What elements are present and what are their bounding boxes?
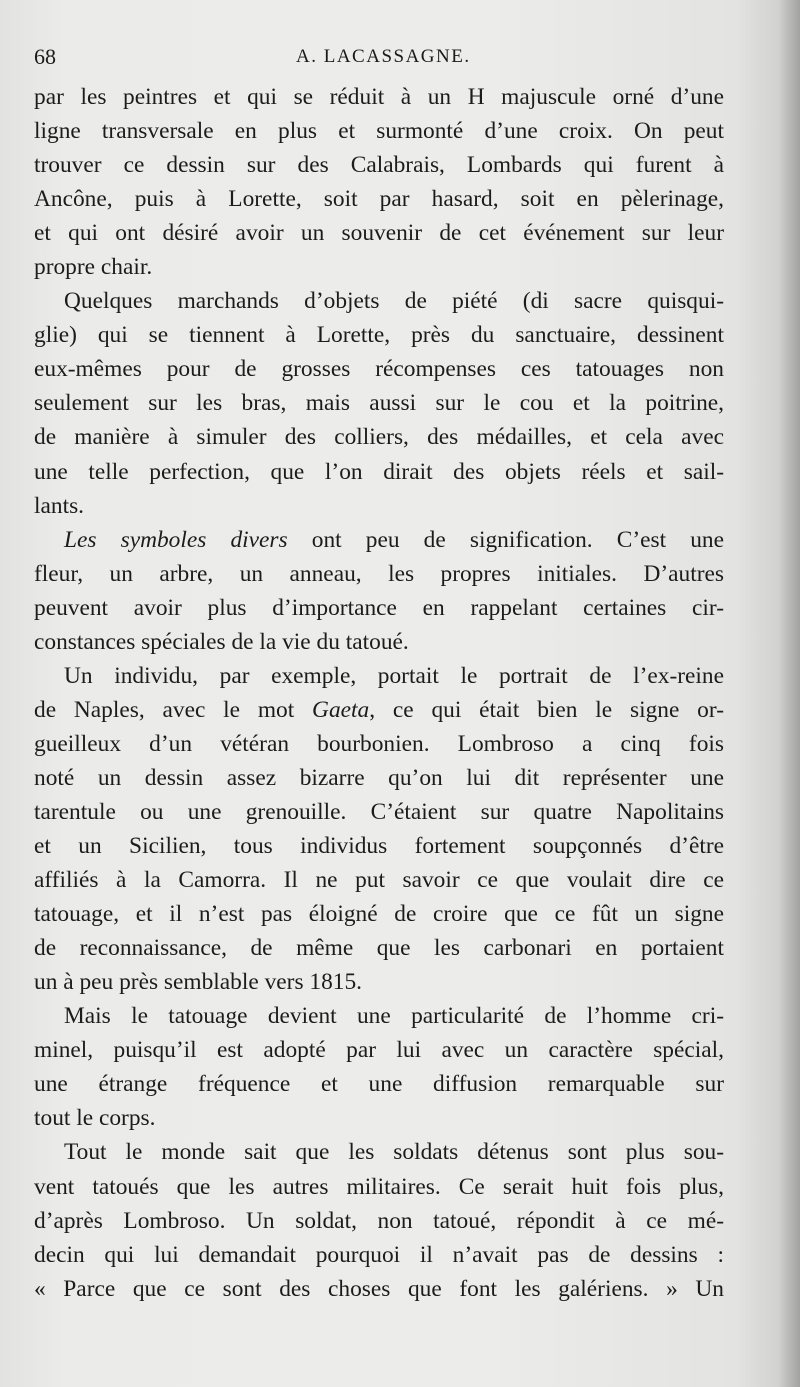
text-line: peuvent avoir plus d’importance en rappelant certaines cir- — [34, 594, 724, 621]
text-line: affiliés à la Camorra. Il ne put savoir ce que voulait dire ce — [34, 867, 724, 894]
text-line: une telle perfection, que l’on dirait des objets réels et sail- — [34, 458, 724, 485]
text-line: et qui ont désiré avoir un souvenir de cet événement sur leur — [34, 220, 724, 247]
text-line: tout le corps. — [34, 1105, 156, 1132]
text-line: une étrange fréquence et une diffusion remarquable sur — [34, 1071, 724, 1098]
body-text — [34, 80, 724, 1306]
text-line: Quelques marchands d’objets de piété (di sacre quisqui- — [64, 288, 724, 315]
text-line: trouver ce dessin sur des Calabrais, Lombards qui furent à — [34, 152, 724, 179]
text-line: ligne transversale en plus et surmonté d’une croix. On peut — [34, 118, 724, 145]
text-line: constances spéciales de la vie du tatoué. — [34, 628, 409, 655]
text-line: fleur, un arbre, un anneau, les propres initiales. D’autres — [34, 560, 724, 587]
text-line: glie) qui se tiennent à Lorette, près du sanctuaire, dessinent — [34, 322, 724, 349]
text-line: decin qui lui demandait pourquoi il n’avait pas de dessins : — [34, 1241, 724, 1268]
text-line: Tout le monde sait que les soldats détenus sont plus sou- — [64, 1139, 724, 1166]
text-line: Un individu, par exemple, portait le portrait de l’ex-reine — [64, 662, 724, 689]
text-line: de Naples, avec le mot Gaeta, ce qui était bien le signe or- — [34, 696, 724, 723]
text-line: Mais le tatouage devient une particularité de l’homme cri- — [64, 1003, 724, 1030]
text-line: Les symboles divers ont peu de signification. C’est une — [64, 526, 724, 553]
text-line: vent tatoués que les autres militaires. Ce serait huit fois plus, — [34, 1173, 724, 1200]
text-line: de manière à simuler des colliers, des médailles, et cela avec — [34, 424, 724, 451]
page-header — [34, 44, 734, 74]
running-head: A. LACASSAGNE. — [296, 46, 471, 67]
text-line: eux-mêmes pour de grosses récompenses ces tatouages non — [34, 356, 724, 383]
text-line: propre chair. — [34, 254, 153, 281]
text-line: lants. — [34, 492, 85, 519]
text-line: et un Sicilien, tous individus fortement soupçonnés d’être — [34, 833, 724, 860]
text-line: noté un dessin assez bizarre qu’on lui dit représenter une — [34, 764, 724, 791]
page-number: 68 — [34, 44, 56, 69]
text-line: d’après Lombroso. Un soldat, non tatoué, répondit à ce mé- — [34, 1207, 724, 1234]
text-line: tarentule ou une grenouille. C’étaient sur quatre Napolitains — [34, 798, 724, 825]
text-line: « Parce que ce sont des choses que font les galériens. » Un — [34, 1275, 724, 1302]
text-line: un à peu près semblable vers 1815. — [34, 969, 363, 996]
text-line: Ancône, puis à Lorette, soit par hasard, soit en pèlerinage, — [34, 186, 724, 213]
text-line: minel, puisqu’il est adopté par lui avec un caractère spécial, — [34, 1037, 724, 1064]
text-line: seulement sur les bras, mais aussi sur le cou et la poitrine, — [34, 390, 724, 417]
text-line: de reconnaissance, de même que les carbonari en portaient — [34, 935, 724, 962]
page-edge-shadow — [778, 0, 800, 1387]
text-line: gueilleux d’un vétéran bourbonien. Lombroso a cinq fois — [34, 730, 724, 757]
text-line: par les peintres et qui se réduit à un H majuscule orné d’une — [34, 84, 724, 110]
text-line: tatouage, et il n’est pas éloigné de croire que ce fût un signe — [34, 901, 724, 928]
